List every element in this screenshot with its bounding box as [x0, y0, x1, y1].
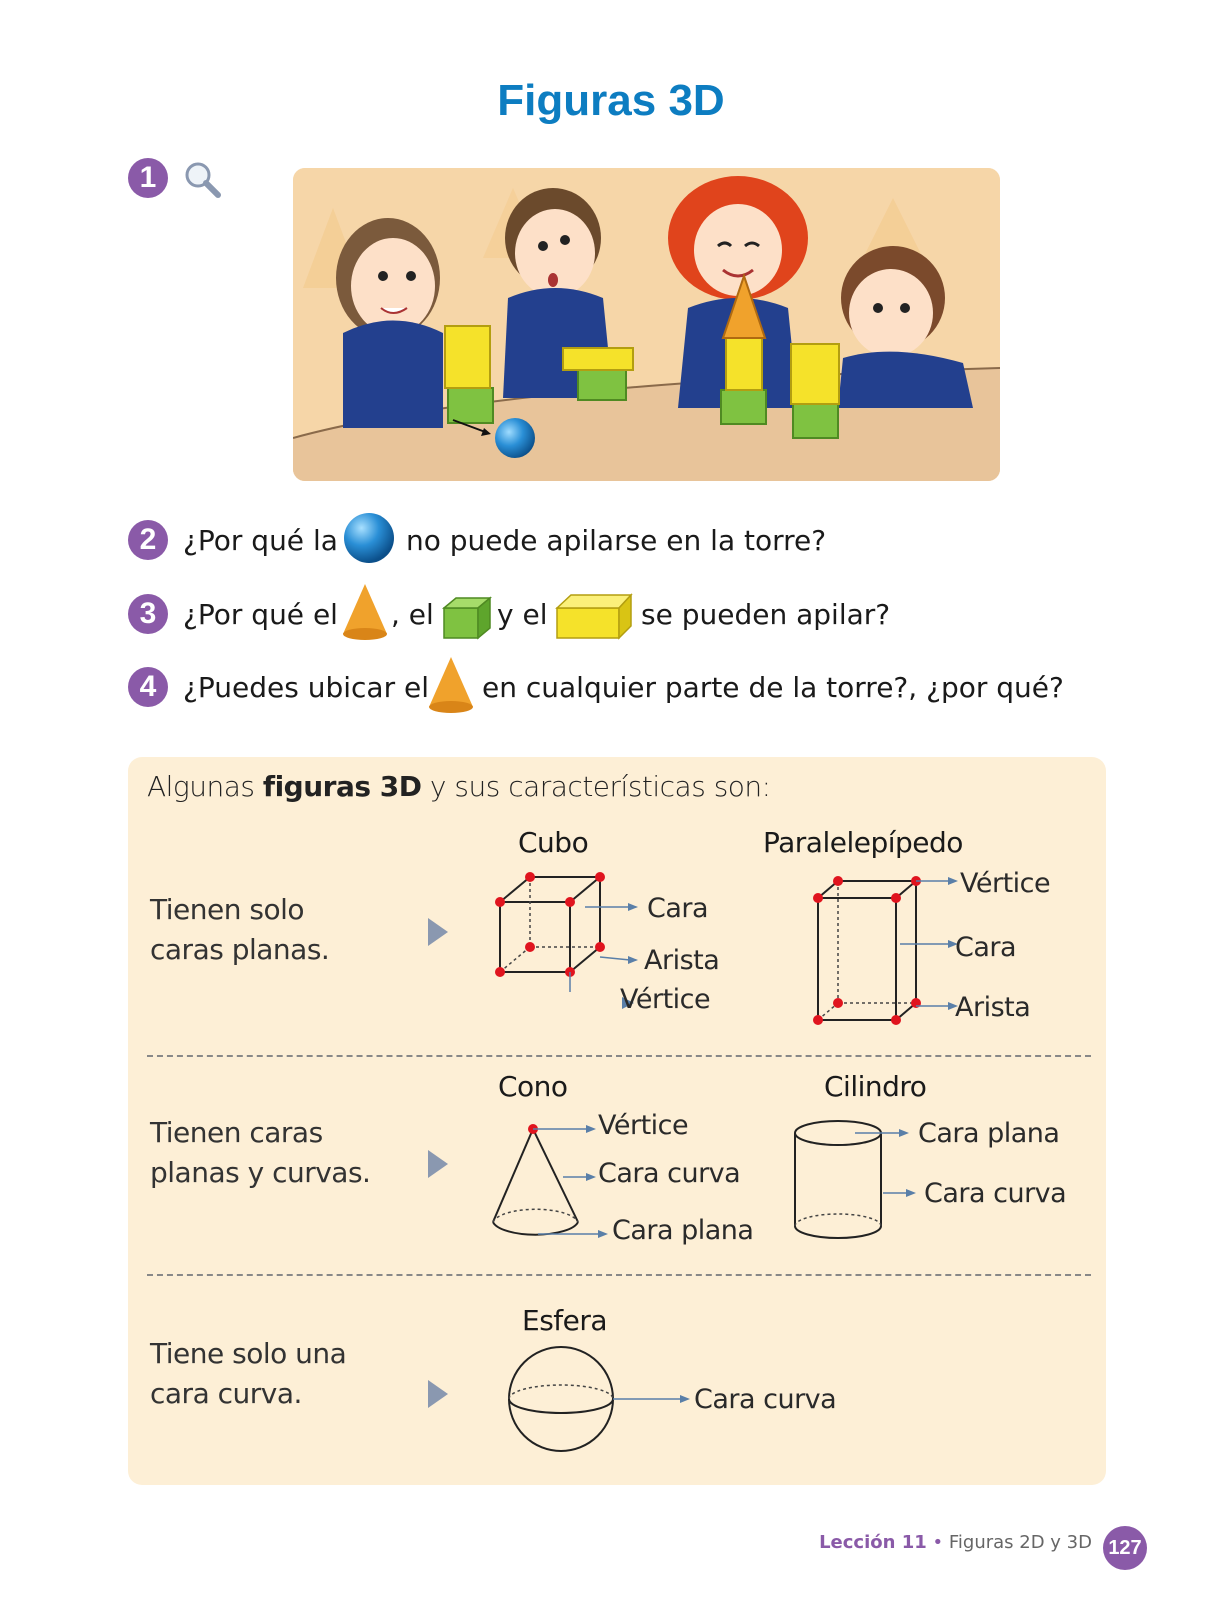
divider [147, 1274, 1091, 1276]
prism-label-edge: Arista [955, 992, 1031, 1023]
page-title: Figuras 3D [497, 76, 725, 125]
cylinder-label-curved-face: Cara curva [924, 1178, 1067, 1209]
cone-label-flat-face: Cara plana [612, 1215, 754, 1246]
row-2-description: Tienen caras planas y curvas. [150, 1116, 371, 1189]
cylinder-label-flat-face: Cara plana [918, 1118, 1060, 1149]
sphere-label-curved-face: Cara curva [694, 1384, 837, 1415]
question-number-3: 3 [128, 594, 168, 634]
shape-name-prism: Paralelepípedo [763, 826, 963, 859]
shape-name-cone: Cono [498, 1070, 568, 1103]
question-number-4: 4 [128, 667, 168, 707]
question-2-text-end: no puede apilarse en la torre? [406, 524, 827, 557]
question-3-text-4: se pueden apilar? [641, 598, 891, 631]
activity-number-1: 1 [128, 158, 168, 198]
cube-label-vertex: Vértice [620, 984, 711, 1015]
cylinder-diagram [793, 1118, 923, 1247]
question-3-text-3: y el [497, 598, 548, 631]
shape-name-cylinder: Cilindro [824, 1070, 927, 1103]
shape-name-sphere: Esfera [522, 1304, 608, 1337]
play-arrow-icon [428, 1150, 448, 1178]
play-arrow-icon [428, 918, 448, 946]
lesson-footer: Lección 11 • Figuras 2D y 3D [819, 1532, 1092, 1553]
row-1-description: Tienen solo caras planas. [150, 893, 330, 966]
question-2-text-start: ¿Por qué la [183, 524, 338, 557]
divider [147, 1055, 1091, 1057]
cube-label-edge: Arista [644, 945, 720, 976]
prism-diagram [808, 876, 958, 1030]
sphere-diagram [506, 1346, 696, 1460]
shape-name-cube: Cubo [518, 826, 589, 859]
question-3-text-2: , el [391, 598, 434, 631]
question-number-2: 2 [128, 520, 168, 560]
sphere-icon [343, 512, 395, 568]
cube-icon [442, 594, 492, 644]
page-number: 127 [1103, 1526, 1147, 1570]
cube-label-face: Cara [647, 893, 709, 924]
cone-icon [341, 582, 389, 646]
cube-diagram [490, 872, 650, 996]
cone-icon [427, 655, 475, 719]
row-3-description: Tiene solo una cara curva. [150, 1337, 347, 1410]
question-4-text-end: en cualquier parte de la torre?, ¿por qué? [482, 671, 1064, 704]
children-building-towers-illustration [293, 168, 1000, 481]
prism-label-face: Cara [955, 932, 1017, 963]
question-4-text-start: ¿Puedes ubicar el [183, 671, 429, 704]
prism-label-vertex: Vértice [960, 868, 1051, 899]
cone-label-curved-face: Cara curva [598, 1158, 741, 1189]
magnifier-icon [183, 160, 223, 204]
question-3-text-1: ¿Por qué el [183, 598, 338, 631]
cone-label-vertex: Vértice [598, 1110, 689, 1141]
rectangular-prism-icon [555, 592, 633, 644]
panel-intro: Algunas figuras 3D y sus características son: [147, 770, 771, 803]
play-arrow-icon [428, 1380, 448, 1408]
